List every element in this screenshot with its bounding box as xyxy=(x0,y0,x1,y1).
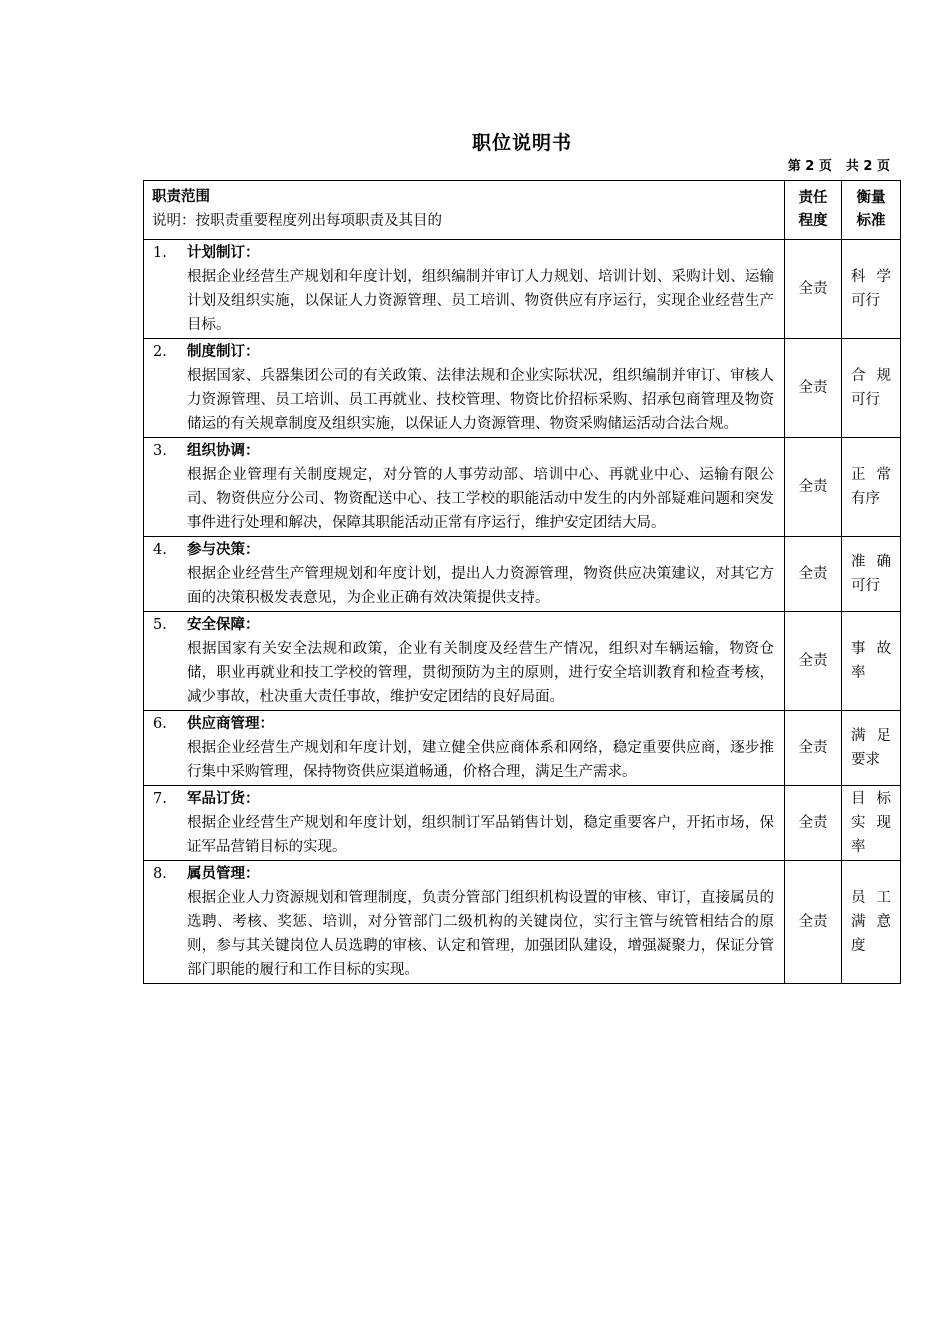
measure-standard-line: 科 学 xyxy=(851,269,891,285)
table-row xyxy=(144,861,901,984)
table-row xyxy=(144,537,901,612)
duty-description: 根据企业经营生产规划和年度计划，建立健全供应商体系和网络，稳定重要供应商，逐步推行集中采购管理，保持物资供应渠道畅通，价格合理，满足生产需求。 xyxy=(187,740,774,780)
duty-description: 根据企业管理有关制度规定，对分管的人事劳动部、培训中心、再就业中心、运输有限公司、物资供应分公司、物资配送中心、技工学校的职能活动中发生的内外部疑难问题和突发事件进行处理和解决，保障其职能活动正常有序运行，维护安定团结大局。 xyxy=(187,467,774,531)
duty-heading xyxy=(153,862,774,886)
measure-standard-line: 满 足 xyxy=(851,728,891,744)
responsibility-level-cell: 全责 xyxy=(785,339,842,438)
duty-description: 根据企业人力资源规划和管理制度，负责分管部门组织机构设置的审核、审订，直接属员的选聘、考核、奖惩、培训，对分管部门二级机构的关键岗位，实行主管与统管相结合的原则，参与其关键岗位人员选聘的审核、认定和管理，加强团队建设，增强凝聚力，保证分管部门职能的履行和工作目标的实现。 xyxy=(187,890,774,978)
duty-description: 根据国家、兵器集团公司的有关政策、法律法规和企业实际状况，组织编制并审订、审核人力资源管理、员工培训、员工再就业、技校管理、物资比价招标采购、招承包商管理及物资储运的有关规章制度及组织实施，以保证人力资源管理、物资采购储运活动合法合规。 xyxy=(187,368,774,432)
scope-header-cell xyxy=(144,181,785,240)
responsibility-level-cell: 全责 xyxy=(785,240,842,339)
measure-standard-line: 度 xyxy=(851,938,866,954)
duty-number: 4. xyxy=(153,542,167,558)
measure-standard-line: 员 工 xyxy=(851,890,891,906)
page-total: 共 2 页 xyxy=(845,159,890,174)
measure-standard-cell xyxy=(842,612,901,711)
scope-note: 说明：按职责重要程度列出每项职责及其目的 xyxy=(152,213,442,229)
measure-standard-line: 可行 xyxy=(851,392,880,408)
responsibility-level-cell: 全责 xyxy=(785,612,842,711)
duty-heading xyxy=(153,241,774,265)
table-row xyxy=(144,240,901,339)
duty-description: 根据国家有关安全法规和政策，企业有关制度及经营生产情况，组织对车辆运输，物资仓储，职业再就业和技工学校的管理，贯彻预防为主的原则，进行安全培训教育和检查考核，减少事故，杜决重大责任事故，维护安定团结的良好局面。 xyxy=(187,641,774,705)
std-header-cell xyxy=(842,181,901,240)
duty-cell xyxy=(144,240,785,339)
duty-title: 计划制订： xyxy=(187,245,260,261)
duty-heading xyxy=(153,538,774,562)
resp-header-cell xyxy=(785,181,842,240)
table-row xyxy=(144,438,901,537)
measure-standard-cell xyxy=(842,786,901,861)
duty-cell xyxy=(144,711,785,786)
duty-title: 安全保障： xyxy=(187,617,260,633)
responsibility-level-cell: 全责 xyxy=(785,861,842,984)
duty-number: 1. xyxy=(153,245,167,261)
measure-standard-line: 有序 xyxy=(851,491,880,507)
measure-standard-line: 合 规 xyxy=(851,368,891,384)
duty-cell xyxy=(144,339,785,438)
duty-title: 参与决策： xyxy=(187,542,260,558)
table-row xyxy=(144,711,901,786)
duty-heading xyxy=(153,340,774,364)
table-row xyxy=(144,612,901,711)
resp-header-line1: 责任 xyxy=(798,190,828,206)
responsibility-level-cell: 全责 xyxy=(785,786,842,861)
page-title: 职位说明书 xyxy=(471,132,572,154)
duty-title: 供应商管理： xyxy=(187,716,274,732)
measure-standard-cell xyxy=(842,240,901,339)
duty-description: 根据企业经营生产管理规划和年度计划，提出人力资源管理，物资供应决策建议，对其它方面的决策积极发表意见，为企业正确有效决策提供支持。 xyxy=(187,566,774,606)
duty-number: 8. xyxy=(153,866,167,882)
responsibility-table xyxy=(143,180,901,984)
std-header-line2: 标准 xyxy=(856,213,886,229)
duty-cell xyxy=(144,786,785,861)
measure-standard-line: 实 现 xyxy=(851,815,891,831)
measure-standard-line: 目 标 xyxy=(851,791,891,807)
duty-cell xyxy=(144,438,785,537)
duty-title: 属员管理： xyxy=(187,866,260,882)
measure-standard-cell xyxy=(842,537,901,612)
responsibility-level-cell: 全责 xyxy=(785,711,842,786)
duty-number: 7. xyxy=(153,791,167,807)
measure-standard-line: 可行 xyxy=(851,578,880,594)
duty-title: 制度制订： xyxy=(187,344,260,360)
measure-standard-cell xyxy=(842,711,901,786)
duty-number: 3. xyxy=(153,443,167,459)
scope-title: 职责范围 xyxy=(152,189,210,205)
table-header-row xyxy=(144,181,901,240)
duty-number: 6. xyxy=(153,716,167,732)
duty-title: 组织协调： xyxy=(187,443,260,459)
duty-cell xyxy=(144,537,785,612)
duty-cell xyxy=(144,612,785,711)
measure-standard-line: 满 意 xyxy=(851,914,891,930)
measure-standard-line: 可行 xyxy=(851,293,880,309)
duty-description: 根据企业经营生产规划和年度计划，组织编制并审订人力规划、培训计划、采购计划、运输计划及组织实施，以保证人力资源管理、员工培训、物资供应有序运行，实现企业经营生产目标。 xyxy=(187,269,774,333)
measure-standard-line: 正 常 xyxy=(851,467,891,483)
duty-title: 军品订货： xyxy=(187,791,260,807)
measure-standard-line: 率 xyxy=(851,839,866,855)
table-row xyxy=(144,786,901,861)
duty-heading xyxy=(153,613,774,637)
duty-number: 5. xyxy=(153,617,167,633)
duty-heading xyxy=(153,787,774,811)
duty-number: 2. xyxy=(153,344,167,360)
measure-standard-cell xyxy=(842,438,901,537)
duty-cell xyxy=(144,861,785,984)
page-number xyxy=(700,155,890,174)
duty-heading xyxy=(153,439,774,463)
measure-standard-line: 事 故 xyxy=(851,641,891,657)
table-row xyxy=(144,339,901,438)
measure-standard-cell xyxy=(842,339,901,438)
responsibility-level-cell: 全责 xyxy=(785,537,842,612)
duty-heading xyxy=(153,712,774,736)
measure-standard-cell xyxy=(842,861,901,984)
measure-standard-line: 准 确 xyxy=(851,554,891,570)
resp-header-line2: 程度 xyxy=(798,213,828,229)
duty-description: 根据企业经营生产规划和年度计划，组织制订军品销售计划，稳定重要客户，开拓市场，保证军品营销目标的实现。 xyxy=(187,815,774,855)
responsibility-level-cell: 全责 xyxy=(785,438,842,537)
std-header-line1: 衡量 xyxy=(856,190,886,206)
page-current: 第 2 页 xyxy=(787,159,832,174)
measure-standard-line: 率 xyxy=(851,665,866,681)
measure-standard-line: 要求 xyxy=(851,752,880,768)
